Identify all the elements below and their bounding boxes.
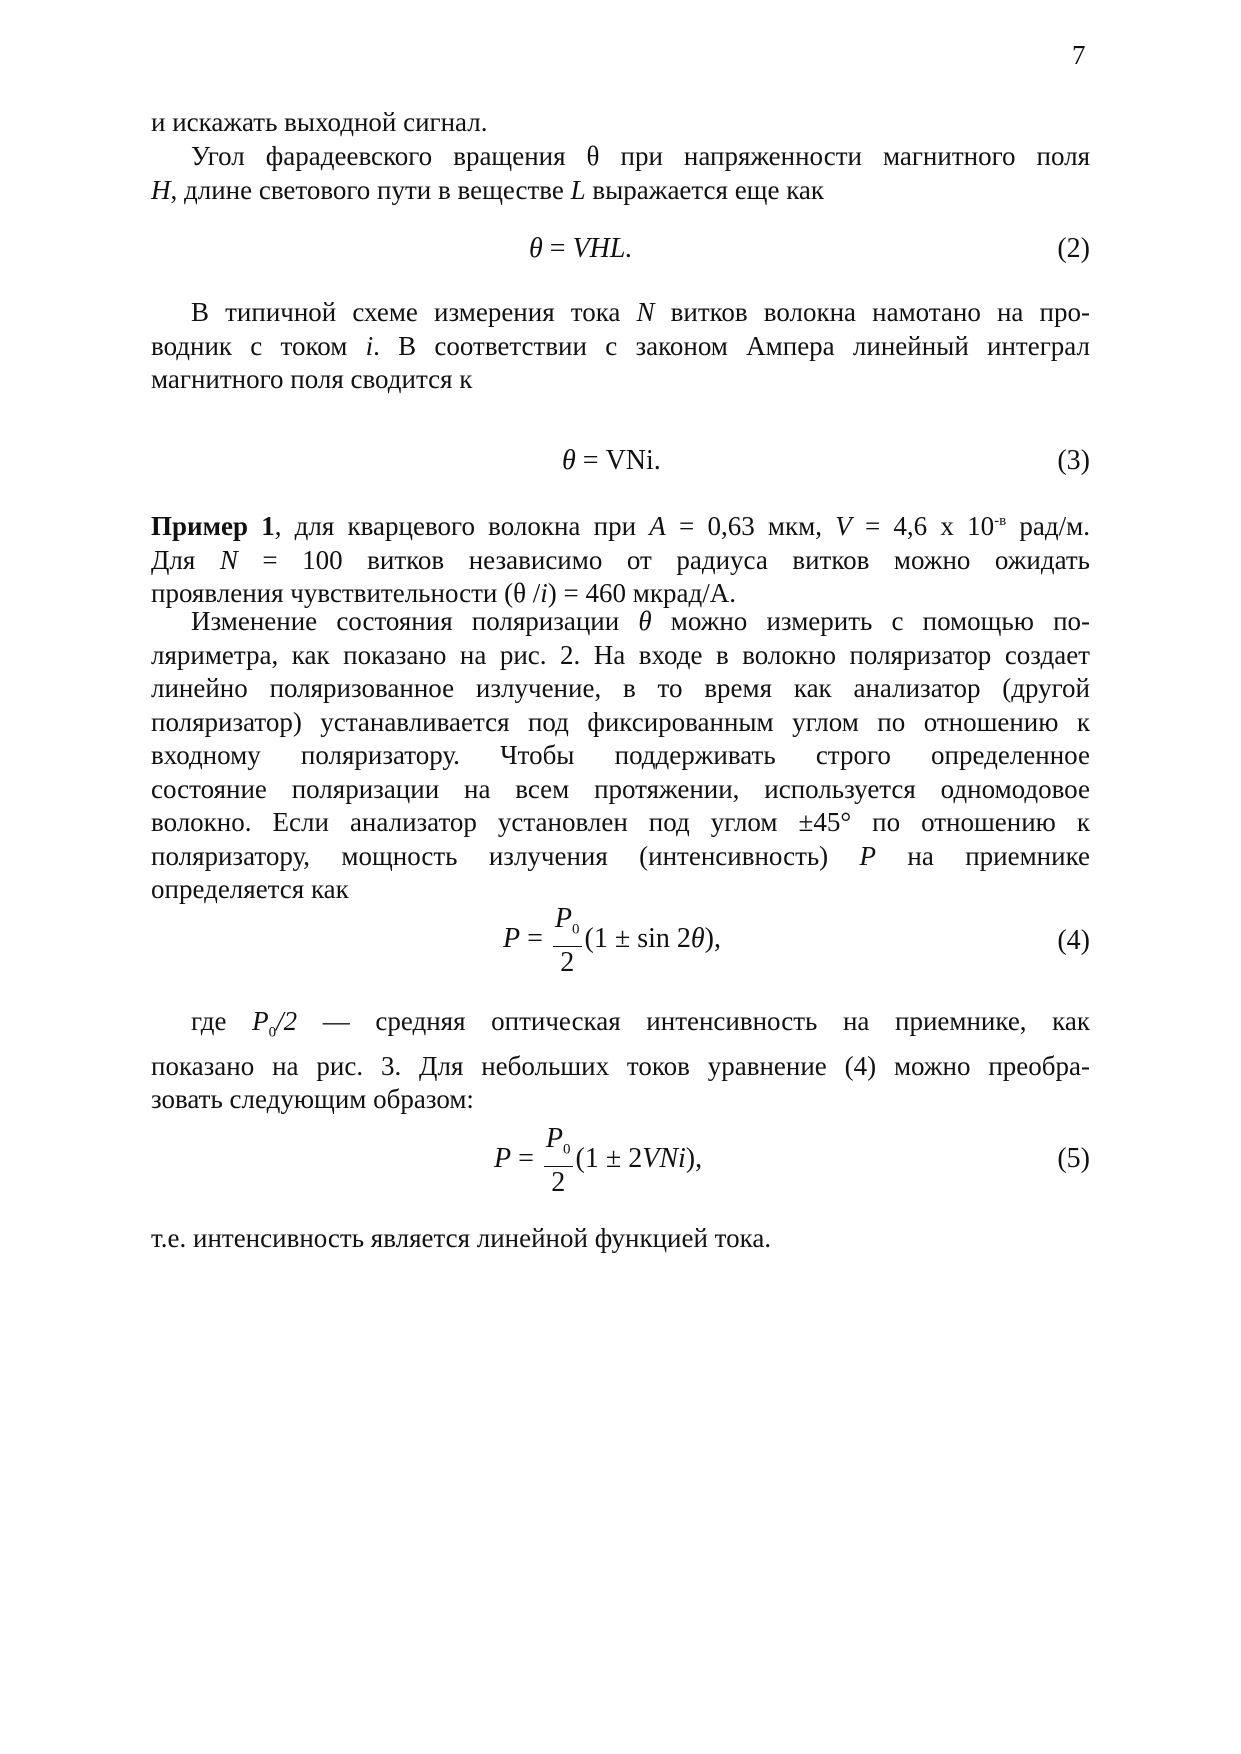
paragraph-2-line-1: Угол фарадеевского вращения θ при напряженности магнитного поля xyxy=(191,141,1090,171)
paragraph-6-line-3: зовать следующим образом: xyxy=(151,1084,474,1115)
example-1-heading: Пример 1 xyxy=(151,511,275,541)
equation-4 xyxy=(151,903,1090,983)
paragraph-7-text: т.е. интенсивность является линейной функцией тока. xyxy=(151,1223,772,1253)
paragraph-5-line-1: Изменение состояния поляризации θ можно измерить с помощью по- xyxy=(191,606,1091,636)
paragraph-6 xyxy=(151,1005,1090,1117)
equation-2-formula: θ = VHL. xyxy=(529,233,633,264)
paragraph-3-line-2: водник с током i. В соответствии с законом Ампера линейный интеграл xyxy=(151,330,1090,361)
equation-4-formula: P = $\frac{P_0}{2}$ (1 ± sin 2θ), xyxy=(503,903,721,978)
paragraph-3-line-1: В типичной схеме измерения тока N витков волокна намотано на про- xyxy=(191,297,1090,327)
equation-2-number: (2) xyxy=(1057,233,1090,264)
equation-2 xyxy=(151,233,1090,293)
equation-3-number: (3) xyxy=(1057,445,1090,476)
equation-5 xyxy=(151,1123,1090,1203)
paragraph-5-line-9: определяется как xyxy=(151,874,349,904)
equation-3-formula: θ = VNi. xyxy=(562,445,661,476)
paragraph-6-line-1: где $P_0/2$ — средняя оптическая интенсивность на приемнике, как xyxy=(191,1006,1090,1041)
example-1-line-1: Пример 1, для кварцевого волокна при A = 0,63 мкм, V = 4,6 х $10^{-в}$ рад/м. xyxy=(151,511,1090,541)
equation-5-formula: P = $\frac{P_0}{2}$ (1 ± 2VNi), xyxy=(494,1123,703,1198)
example-1-line-3: проявления чувствительности (θ /i) = 460 мкрад/А. xyxy=(151,578,736,608)
paragraph-5 xyxy=(151,605,1090,907)
paragraph-5-line-6: состояние поляризации на всем протяжении, используется одномодовое xyxy=(151,773,1090,804)
paragraph-5-line-8: поляризатору, мощность излучения (интенсивность) P на приемнике xyxy=(151,840,1090,871)
paragraph-5-line-3: линейно поляризованное излучение, в то время как анализатор (другой xyxy=(151,673,1090,703)
paragraph-2-line-2: H, длине светового пути в веществе L выражается еще как xyxy=(151,174,825,205)
paragraph-1 xyxy=(151,106,1090,140)
paragraph-7 xyxy=(151,1222,1090,1256)
paragraph-6-line-2: показано на рис. 3. Для небольших токов уравнение (4) можно преобра- xyxy=(151,1050,1090,1081)
equation-4-number: (4) xyxy=(1057,925,1090,956)
paragraph-2 xyxy=(151,140,1090,207)
equation-5-number: (5) xyxy=(1057,1143,1090,1174)
paragraph-1-text: и искажать выходной сигнал. xyxy=(151,107,488,137)
example-1-paragraph xyxy=(151,505,1090,611)
paragraph-5-line-2: ляриметра, как показано на рис. 2. На входе в волокно поляризатор создает xyxy=(151,639,1090,670)
example-1-line-2: Для N = 100 витков независимо от радиуса витков можно ожидать xyxy=(151,544,1090,575)
equation-5-fraction: $\frac{P_0}{2}$ xyxy=(545,1123,571,1198)
paragraph-5-line-5: входному поляризатору. Чтобы поддерживать строго определенное xyxy=(151,740,1090,770)
paragraph-3 xyxy=(151,296,1090,397)
paragraph-5-line-7: волокно. Если анализатор установлен под углом ±45° по отношению к xyxy=(151,807,1090,837)
equation-3 xyxy=(151,445,1090,505)
paragraph-3-line-3: магнитного поля сводится к xyxy=(151,364,473,394)
paragraph-5-line-4: поляризатор) устанавливается под фиксированным углом по отношению к xyxy=(151,706,1090,737)
equation-4-fraction: $\frac{P_0}{2}$ xyxy=(554,903,580,978)
page-number: 7 xyxy=(1072,40,1086,70)
